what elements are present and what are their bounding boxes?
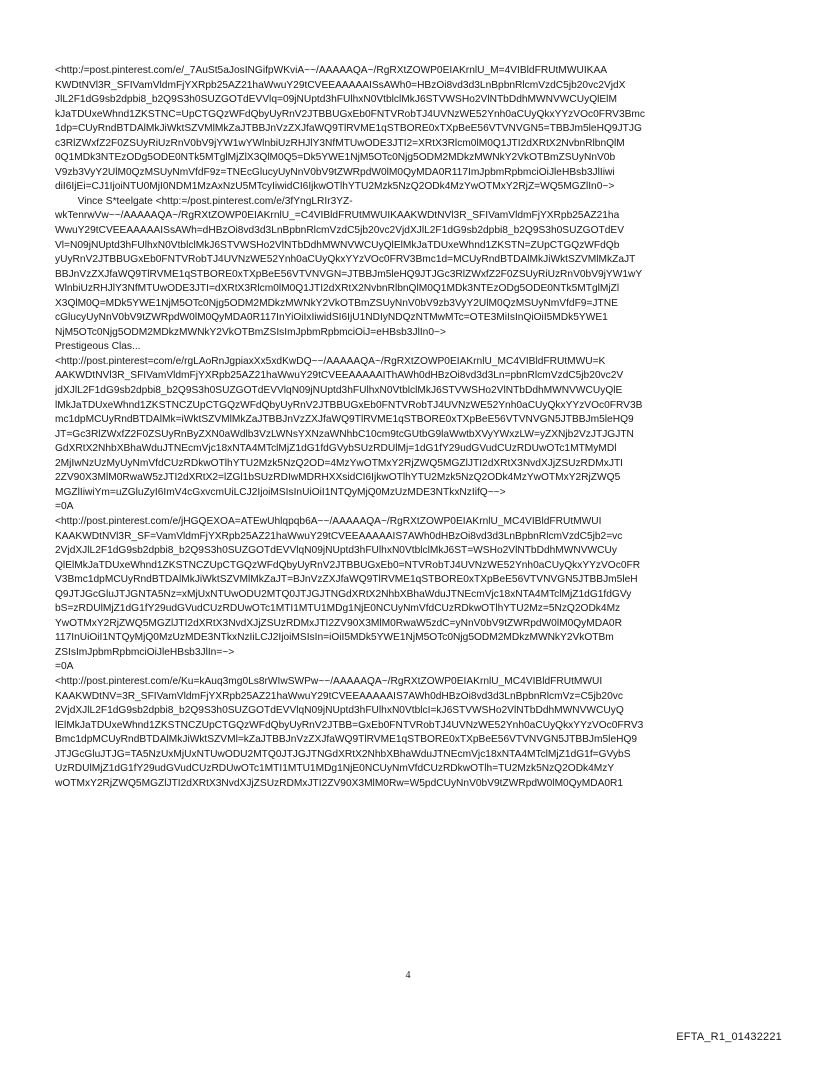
text-line: ZSIsImJpbmRpbmciOiJleHBsb3JlIn=~> — [55, 646, 235, 658]
text-line: UzRDUlMjZ1dG1fY29udGVudCUzRDUwOTc1MTI1MTU1MDg1NjE0NCUyNmVfdCUzRDkwOTlh=TU2Mzk5NzQ2ODk4MzY — [55, 763, 615, 775]
text-line: GdXRtX2NhbXBhaWduJTNEcmVjc18xNTA4MTclMjZ1dG1fdGVybSUzRDUlMj=1dG1fY29udGVudCUzRDUwOTc1MTMyMDl — [55, 443, 617, 455]
text-line: X3QlM0Q=MDk5YWE1NjM5OTc0Njg5ODM2MDkzMWNkY2VkOTBmZSUyNnV0bV9zb3VyY2UlM0QzMSUyNmVfdF9=JTNE — [55, 297, 618, 309]
text-line: Q9JTJGcGluJTJGNTA5Nz=xMjUxNTUwODU2MTQ0JTJGJTNGdXRtX2NhbXBhaWduJTNEcmVjc18xNTA4MTclMjZ1dG1fdGVy — [55, 588, 632, 600]
text-line: JT=Gc3RlZWxfZ2F0ZSUyRnByZXN0aWdlb3VzLWNsYXNzaWNhbC10cm9tcGUtbG9laWwtbXVyYWxzLW=yZXNjb2VzJTJGJTN — [55, 428, 634, 440]
text-line: KAAKWDtNV=3R_SFIVamVldmFjYXRpb25AZ21haWwuY29tCVEEAAAAAIS7AWh0dHBzOi8vd3d3LnBpbnRlcmVz=C5jb20vc — [55, 690, 623, 702]
text-line: AAKWDtNVl3R_SFIVamVldmFjYXRpb25AZ21haWwuY29tCVEEAAAAAIThAWh0dHBzOi8vd3d3Ln=pbnRlcmVzdC5jb20vc2V — [55, 370, 624, 382]
text-line: Vl=N09jNUptd3hFUlhxN0VtblclMkJ6STVWSHo2VlNTbDdhMWNVWCUyQlElMkJaTDUxeWhnd1ZKSTN=ZUpCTGQzWFdQb — [55, 239, 620, 251]
text-line: mc1dpMCUyRndBTDAlMk=iWktSZVMlMkZaJTBBJnVzZXJfaWQ9TlRVME1qSTBORE0xTXpBeE56VTVNVGN5JTBBJm5leHQ9 — [55, 414, 634, 426]
text-line: KAAKWDtNVl3R_SF=VamVldmFjYXRpb25AZ21haWwuY29tCVEEAAAAAIS7AWh0dHBzOi8vd3d3LnBpbnRlcmVzdC5jb2=vc — [55, 530, 623, 542]
text-line: =0A — [55, 661, 74, 673]
text-line: KWDtNVl3R_SFIVamVldmFjYXRpb25AZ21haWwuY29tCVEEAAAAAISsAWh0=HBzOi8vd3d3LnBpbnRlcmVzdC5jb20vc2VjdX — [55, 79, 626, 91]
text-line: 2MjIwNzUzMyUyNmVfdCUzRDkwOTlhYTU2Mzk5NzQ2OD=4MzYwOTMxY2RjZWQ5MGZlJTI2dXRtX3NvdXJjZSUzRDMxJTI — [55, 457, 624, 469]
text-line: MGZlIiwiYm=uZGluZyI6ImV4cGxvcmUiLCJ2IjoiMSIsInUiOiI1NTQyMjQ0MzUzMDE3NTkxNzIifQ~~> — [55, 486, 506, 498]
text-line: V9zb3VyY2UlM0QzMSUyNmVfdF9z=TNEcGlucyUyNnV0bV9tZWRpdW0lM0QyMDA0R117ImJpbmRpbmciOiJleHBsb3JlIiwi — [55, 166, 615, 178]
text-line: 117InUiOiI1NTQyMjQ0MzUzMDE3NTkxNzIiLCJ2IjoiMSIsIn=iOiI5MDk5YWE1NjM5OTc0Njg5ODM2MDkzMWNkY2VkOTBm — [55, 632, 614, 644]
text-line: kJaTDUxeWhnd1ZKSTNC=UpCTGQzWFdQbyUyRnV2JTBBUGxEb0FNTVRobTJ4UVNzWE52Ynh0aCUyQkxYYzVOc0FRV3Bmc — [55, 108, 645, 120]
text-line: JTJGcGluJTJG=TA5NzUxMjUxNTUwODU2MTQ0JTJGJTNGdXRtX2NhbXBhaWduJTNEcmVjc18xNTA4MTclMjZ1dG1f=GVybS — [55, 748, 631, 760]
text-line: 2ZV90X3MlM0RwaW5zJTI2dXRtX2=lZGl1bSUzRDIwMDRHXXsidCI6IjkwOTlhYTU2Mzk5NzQ2ODk4MzYwOTMxY2RjZWQ5 — [55, 472, 621, 484]
text-line: 2VjdXJlL2F1dG9sb2dpbi8_b2Q9S3h0SUZGOTdEVVlqN09jNUptd3hFUlhxN0VtblclMkJ6ST=WSHo2VlNTbDdhMWNVWCUy — [55, 545, 617, 557]
text-line: QlElMkJaTDUxeWhnd1ZKSTNCZUpCTGQzWFdQbyUyRnV2JTBBUGxEb0=NTVRobTJ4UVNzWE52Ynh0aCUyQkxYYzVOc0FR — [55, 559, 641, 571]
text-line: wOTMxY2RjZWQ5MGZlJTI2dXRtX3NvdXJjZSUzRDMxJTI2ZV90X3MlM0Rw=W5pdCUyNnV0bV9tZWRpdW0lM0QyMDA0R1 — [55, 777, 624, 789]
text-line: Prestigeous Clas... — [55, 341, 141, 353]
text-line: 2VjdXJlL2F1dG9sb2dpbi8_b2Q9S3h0SUZGOTdEVVlqN09jNUptd3hFUlhxN0VtblcI=kJ6STVWSHo2VlNTbDdhMWNVWCUyQ — [55, 705, 624, 717]
text-line: wkTenrwVw~~/AAAAAQA~/RgRXtZOWP0EIAKrnlU_=C4VIBldFRUtMWUIKAAKWDtNVl3R_SFIVamVldmFjYXRpb25AZ21ha — [55, 210, 620, 222]
text-line: =0A — [55, 501, 74, 513]
text-line: 1dp=CUyRndBTDAlMkJiWktSZVMlMkZaJTBBJnVzZXJfaWQ9TlRVME1qSTBORE0xTXpBeE56VTVNVGN5=TBBJm5leHQ9JTJG — [55, 123, 642, 135]
text-line: cGlucyUyNnV0bV9tZWRpdW0lM0QyMDA0R117InYiOiIxIiwidSI6IjU1NDIyNDQzNTMwMTc=OTE3MiIsInQiOiI5MDk5YWE1 — [55, 312, 608, 324]
text-line: <http://post.pinterest=com/e/rgLAoRnJgpiaxXx5xdKwDQ~~/AAAAAQA~/RgRXtZOWP0EIAKrnlU_MC4VIBldFRUtMWU=K — [55, 355, 606, 367]
text-line: WlnbiUzRHJlY3NfMTUwODE3JTI=dXRtX3Rlcm0lM0Q1JTI2dXRtX2NvbnRlbnQlM0Q1MDk3NTEzODg5ODE0NTk5MTglMjZl — [55, 283, 620, 295]
text-line: WwuY29tCVEEAAAAAISsAWh=dHBzOi8vd3d3LnBpbnRlcmVzdC5jb20vc2VjdXJlL2F1dG9sb2dpbi8_b2Q9S3h0SUZGOTdEV — [55, 225, 625, 237]
text-line: yUyRnV2JTBBUGxEb0FNTVRobTJ4UVNzWE52Ynh0aCUyQkxYYzVOc0FRV3Bmc1d=MCUyRndBTDAlMkJiWktSZVMlMkZaJT — [55, 254, 636, 266]
text-line: <http:/=post.pinterest.com/e/_7AuSt5aJosINGifpWKviA~~/AAAAAQA~/RgRXtZOWP0EIAKrnlU_M=4VIBldFRUtMWUIKAA — [55, 65, 608, 76]
text-line: V3Bmc1dpMCUyRndBTDAlMkJiWktSZVMlMkZaJT=BJnVzZXJfaWQ9TlRVME1qSTBORE0xTXpBeE56VTVNVGN5JTBBJm5leH — [55, 574, 638, 586]
text-line: c3RlZWxfZ2F0ZSUyRiUzRnV0bV9jYW1wYWlnbiUzRHJlY3NfMTUwODE3JTI2=XRtX3Rlcm0lM0Q1JTI2dXRtX2NvbnRlbnQlM — [55, 137, 625, 149]
text-line: lMkJaTDUxeWhnd1ZKSTNCZUpCTGQzWFdQbyUyRnV2JTBBUGxEb0FNTVRobTJ4UVNzWE52Ynh0aCUyQkxYYzVOc0FRV3B — [55, 399, 643, 411]
text-line: lElMkJaTDUxeWhnd1ZKSTNCZUpCTGQzWFdQbyUyRnV2JTBB=GxEb0FNTVRobTJ4UVNzWE52Ynh0aCUyQkxYYzVOc0FRV3 — [55, 719, 644, 731]
text-line: JlL2F1dG9sb2dpbi8_b2Q9S3h0SUZGOTdEVVlq=09jNUptd3hFUlhxN0VtblclMkJ6STVWSHo2VlNTbDdhMWNVWCUyQlElM — [55, 94, 617, 106]
text-line: diI6IjEi=CJ1IjoiNTU0MjI0NDM1MzAxNzU5MTcyIiwidCI6IjkwOTlhYTU2Mzk5NzQ2ODk4MzYwOTMxY2RjZ=WQ5MGZlIn0~> — [55, 181, 615, 193]
text-line: jdXJlL2F1dG9sb2dpbi8_b2Q9S3h0SUZGOTdEVVlqN09jNUptd3hFUlhxN0VtblclMkJ6STVWSHo2VlNTbDdhMWNVWCUyQlE — [55, 385, 623, 397]
text-line: <http://post.pinterest.com/e/Ku=kAuq3mg0Ls8rWIwSWPw~~/AAAAAQA~/RgRXtZOWP0EIAKrnlU_MC4VIBldFRUtMWUI — [55, 675, 603, 687]
page-number: 4 — [405, 970, 411, 981]
document-id: EFTA_R1_01432221 — [676, 1031, 782, 1043]
text-line: <http://post.pinterest.com/e/jHGQEXOA=ATEwUhlqpqb6A~~/AAAAAQA~/RgRXtZOWP0EIAKrnlU_MC4VIBldFRUtMWUI — [55, 515, 602, 527]
text-line: 0Q1MDk3NTEzODg5ODE0NTk5MTglMjZlX3QlM0Q5=Dk5YWE1NjM5OTc0Njg5ODM2MDkzMWNkY2VkOTBmZSUyNnV0b — [55, 152, 616, 164]
text-line: Bmc1dpMCUyRndBTDAlMkJiWktSZVMl=kZaJTBBJnVzZXJfaWQ9TlRVME1qSTBORE0xTXpBeE56VTVNVGN5JTBBJm5leHQ9 — [55, 734, 638, 746]
email-body-text — [55, 64, 767, 791]
text-line: bS=zRDUlMjZ1dG1fY29udGVudCUzRDUwOTc1MTI1MTU1MDg1NjE0NCUyNmVfdCUzRDkwOTlhYTU2Mz=5NzQ2ODk4Mz — [55, 603, 621, 615]
text-line: YwOTMxY2RjZWQ5MGZlJTI2dXRtX3NvdXJjZSUzRDMxJTI2ZV90X3MlM0RwaW5zdC=yNnV0bV9tZWRpdW0lM0QyMDA0R — [55, 617, 622, 629]
text-line: Vince S*teelgate <http:=/post.pinterest.com/e/3fYngLRIr3YZ- — [55, 195, 353, 207]
text-line: NjM5OTc0Njg5ODM2MDkzMWNkY2VkOTBmZSIsImJpbmRpbmciOiJ=eHBsb3JlIn0~> — [55, 326, 446, 338]
text-line: BBJnVzZXJfaWQ9TlRVME1qSTBORE0xTXpBeE56VTVNVGN=JTBBJm5leHQ9JTJGc3RlZWxfZ2F0ZSUyRiUzRnV0bV9jYW1wY — [55, 268, 643, 280]
